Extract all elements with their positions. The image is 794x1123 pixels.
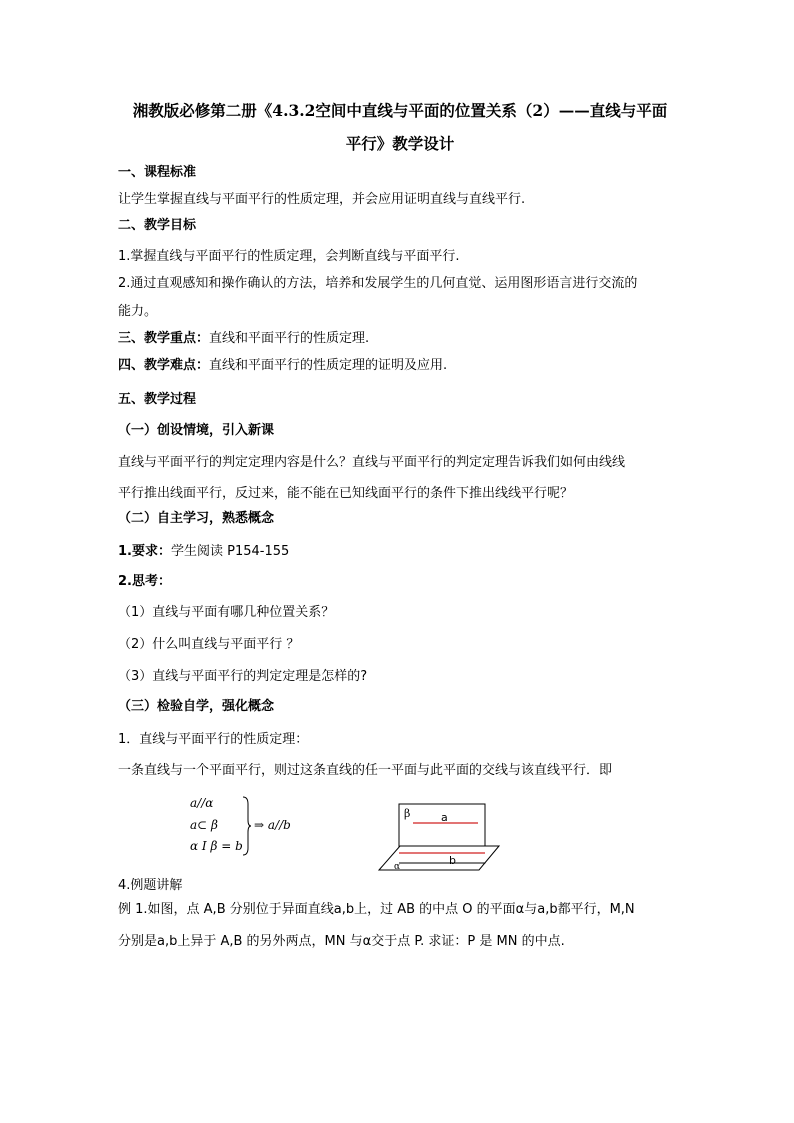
section-heading-curriculum: 一、课程标准 [118,165,197,180]
question-2: （2）什么叫直线与平面平行 ？ [118,637,300,652]
objective-item-2a: 2.通过直观感知和操作确认的方法，培养和发展学生的几何直觉、运用图形语言进行交流的 [118,276,638,291]
section-heading-process: 五、教学过程 [118,392,197,407]
example-1-line-b: 分别是a,b上异于 A,B 的另外两点，MN 与α交于点 P. 求证：P 是 MN 的中点. [118,934,565,949]
process-text-1b: 平行推出线面平行，反过来，能不能在已知线面平行的条件下推出线线平行呢？ [118,486,574,501]
formula-line-1: a//α [190,796,214,810]
key-points-row [118,330,369,348]
formula-result: ⇒ a//b [254,818,291,832]
objective-item-2b: 能力。 [118,304,158,319]
think-label: 2.思考： [118,574,171,589]
theorem-text: 一条直线与一个平面平行，则过这条直线的任一平面与此平面的交线与该直线平行．即 [118,763,613,778]
key-points-heading: 三、教学重点： [118,331,210,346]
theorem-title: 1．直线与平面平行的性质定理： [118,732,309,747]
difficulties-row [118,357,447,375]
requirement-label: 1.要求： [118,544,171,559]
question-3: （3）直线与平面平行的判定定理是怎样的? [118,669,368,684]
process-text-1a: 直线与平面平行的判定定理内容是什么？直线与平面平行的判定定理告诉我们如何由线线 [118,455,626,470]
difficulties-heading: 四、教学难点： [118,358,210,373]
process-heading-2: （二）自主学习，熟悉概念 [118,511,275,526]
formula-line-2: a⊂ β [190,818,218,832]
doc-title-line1: 湘教版必修第二册《4.3.2空间中直线与平面的位置关系（2）——直线与平面 [132,101,668,120]
parallel-planes-figure [378,803,500,871]
label-beta: β [404,807,411,820]
formula-line-3: α I β = b [190,839,243,853]
label-b: b [449,854,456,867]
requirement-row [118,543,289,561]
label-alpha: α [394,862,401,871]
requirement-text: 学生阅读 P154-155 [170,544,290,559]
example-1-line-a: 例 1.如图，点 A,B 分别位于异面直线a,b上，过 AB 的中点 O 的平面α与a,b都平行，M,N [118,902,635,917]
curriculum-text: 让学生掌握直线与平面平行的性质定理，并会应用证明直线与直线平行. [118,192,526,207]
process-heading-3: （三）检验自学，强化概念 [118,699,275,714]
process-heading-1: （一）创设情境，引入新课 [118,423,275,438]
right-brace-icon [242,796,252,856]
label-a: a [441,811,448,824]
difficulties-text: 直线和平面平行的性质定理的证明及应用. [209,358,448,373]
doc-title-line2: 平行》教学设计 [345,134,455,153]
objective-item-1: 1.掌握直线与平面平行的性质定理，会判断直线与平面平行. [118,249,460,264]
section-heading-objectives: 二、教学目标 [118,218,197,233]
key-points-text: 直线和平面平行的性质定理. [209,331,370,346]
theorem-formula [190,796,305,856]
example-heading: 4.例题讲解 [118,878,183,893]
question-1: （1）直线与平面有哪几种位置关系？ [118,605,335,620]
